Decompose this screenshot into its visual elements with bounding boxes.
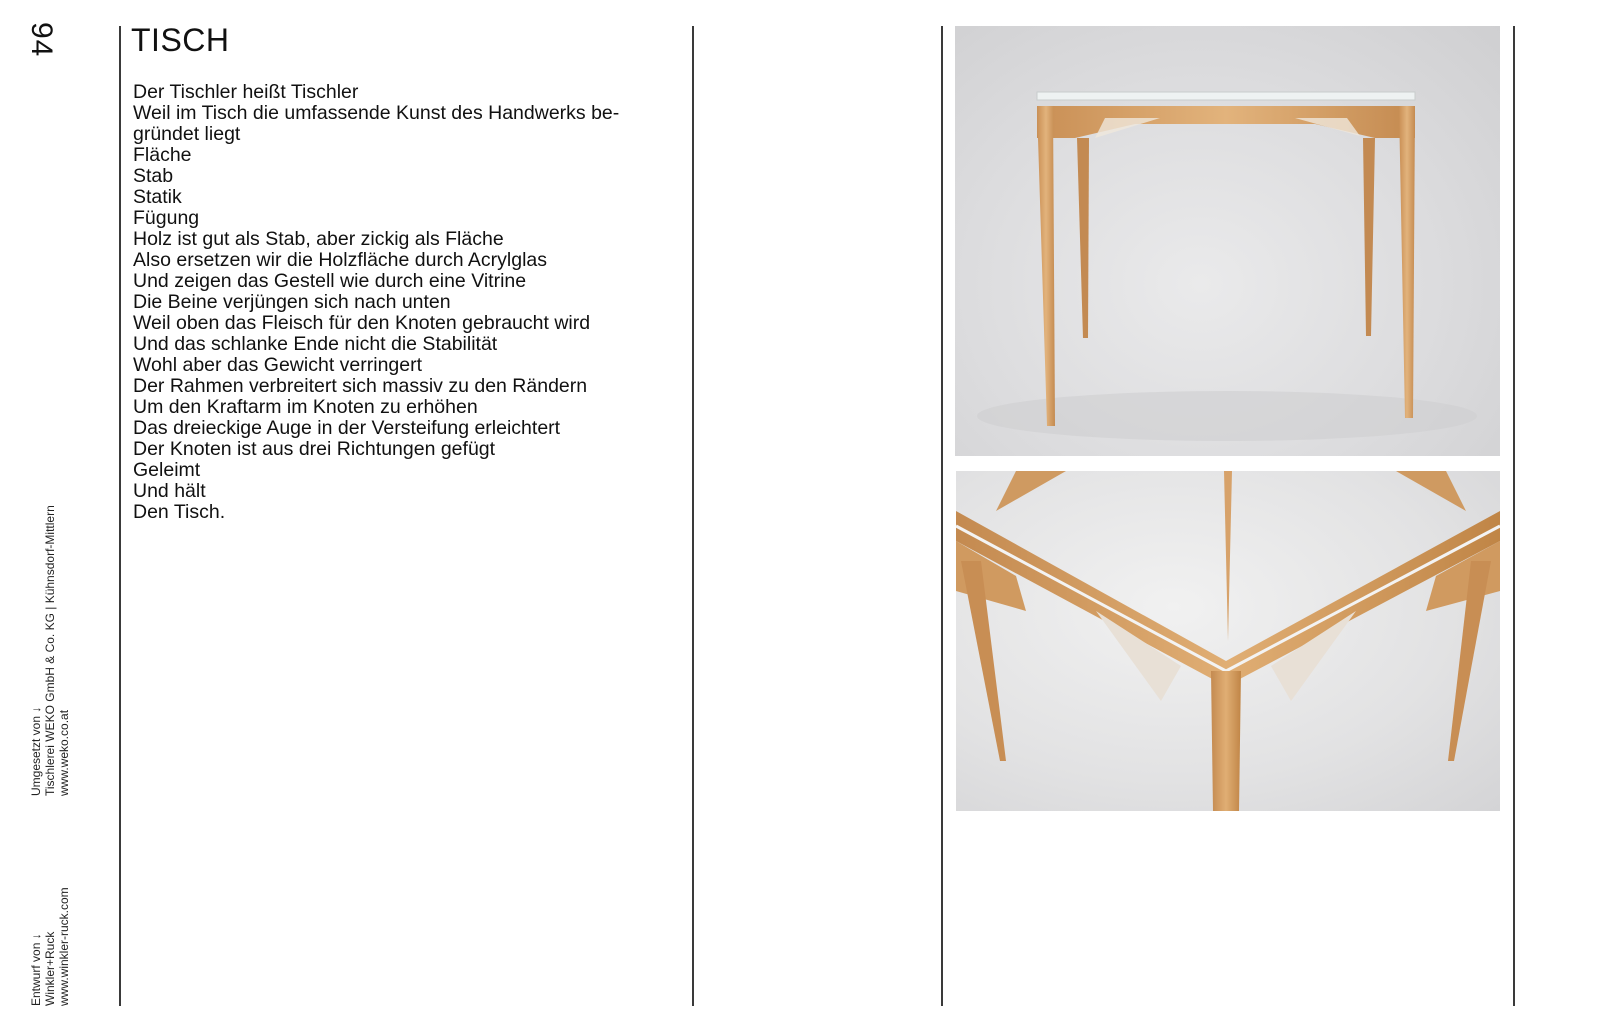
- poem-line: Also ersetzen wir die Holzfläche durch Acrylglas: [133, 249, 548, 271]
- poem-line: Um den Kraftarm im Knoten zu erhöhen: [133, 396, 478, 418]
- credit-designed-by: [29, 870, 71, 1006]
- credit-design-url[interactable]: www.winkler-ruck.com: [57, 887, 71, 1006]
- poem-line: Die Beine verjüngen sich nach unten: [133, 291, 451, 313]
- credit-design-label: Entwurf von ↓: [29, 933, 43, 1006]
- page-number: 94: [25, 22, 58, 58]
- column-rule-4: [1513, 26, 1515, 1006]
- column-rule-1: [119, 26, 121, 1006]
- credit-produced-url[interactable]: www.weko.co.at: [57, 709, 71, 796]
- poem-line: Wohl aber das Gewicht verringert: [133, 354, 423, 376]
- credit-produced-company: Tischlerei WEKO GmbH & Co. KG | Kühnsdorf-Mittlern: [43, 505, 57, 796]
- poem-line: Fläche: [133, 144, 192, 166]
- poem-line: Stab: [133, 165, 174, 187]
- poem-line: Und hält: [133, 480, 206, 502]
- table-photo-front: [955, 26, 1500, 456]
- poem-text: [133, 82, 673, 523]
- poem-line: Weil oben das Fleisch für den Knoten gebraucht wird: [133, 312, 591, 334]
- credit-produced-label: Umgesetzt von ↓: [29, 706, 43, 796]
- column-rule-3: [941, 26, 943, 1006]
- poem-line: Und zeigen das Gestell wie durch eine Vitrine: [133, 270, 527, 292]
- poem-line: Fügung: [133, 207, 200, 229]
- poem-line: Geleimt: [133, 459, 201, 481]
- poem-line: Der Knoten ist aus drei Richtungen gefügt: [133, 438, 496, 460]
- poem-line: Holz ist gut als Stab, aber zickig als Fläche: [133, 228, 504, 250]
- poem-line: Statik: [133, 186, 182, 208]
- poem-line: Den Tisch.: [133, 501, 226, 523]
- poem-line: Weil im Tisch die umfassende Kunst des Handwerks be-: [133, 102, 620, 124]
- poem-line: Der Tischler heißt Tischler: [133, 81, 359, 103]
- article-title: TISCH: [131, 22, 230, 58]
- table-photo-corner-detail: [956, 471, 1500, 811]
- poem-line: Das dreieckige Auge in der Versteifung erleichtert: [133, 417, 561, 439]
- credit-design-company: Winkler+Ruck: [43, 931, 57, 1006]
- credit-produced-by: [29, 488, 71, 796]
- poem-line: gründet liegt: [133, 123, 241, 145]
- poem-line: Der Rahmen verbreitert sich massiv zu den Rändern: [133, 375, 588, 397]
- poem-line: Und das schlanke Ende nicht die Stabilität: [133, 333, 498, 355]
- column-rule-2: [692, 26, 694, 1006]
